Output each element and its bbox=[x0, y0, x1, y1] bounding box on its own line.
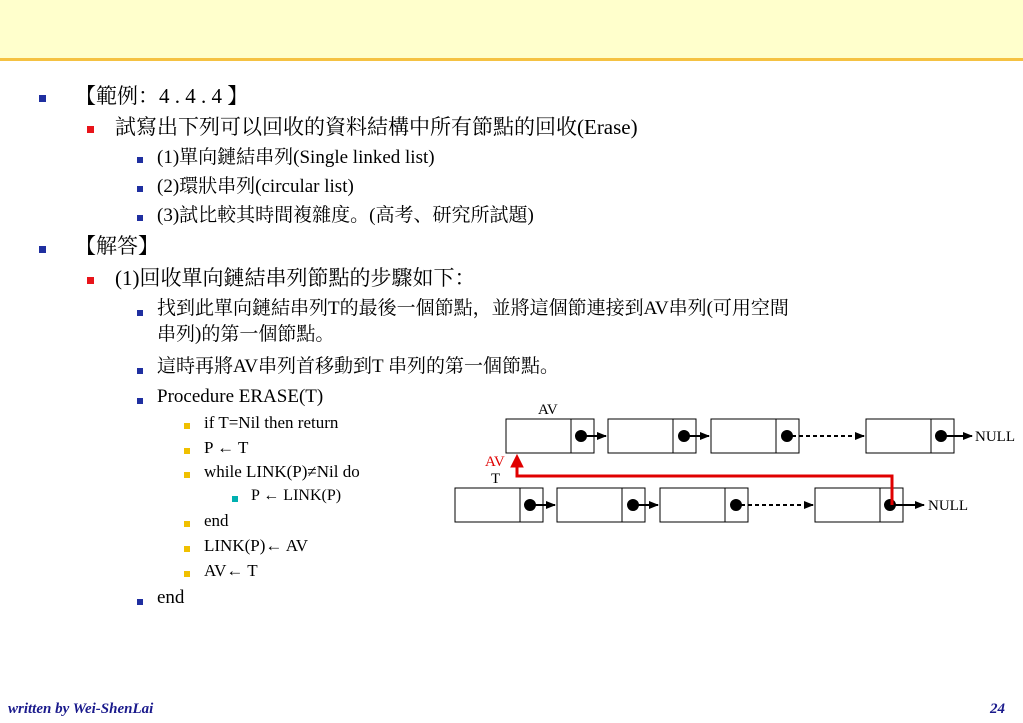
footer-author: written by Wei-ShenLai bbox=[8, 701, 154, 717]
av-list bbox=[506, 419, 954, 453]
procedure-end: end bbox=[157, 587, 185, 608]
t-node-2 bbox=[557, 488, 645, 522]
bullet bbox=[137, 310, 143, 316]
code-line-7: AV← T bbox=[204, 561, 258, 580]
t-node-1 bbox=[455, 488, 543, 522]
question-text: 試寫出下列可以回收的資料結構中所有節點的回收(Erase) bbox=[115, 115, 638, 139]
av-label: AV bbox=[538, 402, 558, 418]
sub-item-3: (3)試比較其時間複雜度。(高考、研究所試題) bbox=[157, 205, 534, 226]
procedure-heading: Procedure ERASE(T) bbox=[157, 386, 324, 407]
t-label: T bbox=[491, 471, 501, 487]
av-red-label: AV bbox=[485, 454, 505, 470]
code-line-1: if T=Nil then return bbox=[204, 413, 339, 432]
answer-intro: (1)回收單向鏈結串列節點的步驟如下： bbox=[115, 266, 476, 290]
bullet bbox=[137, 186, 143, 192]
bullet bbox=[87, 126, 94, 133]
red-arrow-head bbox=[511, 455, 523, 467]
code-line-4: P ← LINK(P) bbox=[251, 487, 342, 504]
bullet bbox=[137, 215, 143, 221]
bullet bbox=[39, 246, 46, 253]
sub-item-1: (1)單向鏈結串列(Single linked list) bbox=[157, 147, 435, 168]
bullet bbox=[39, 95, 46, 102]
bullet bbox=[184, 546, 190, 552]
null-bottom-label: NULL bbox=[928, 498, 968, 514]
code-line-5: end bbox=[204, 511, 229, 530]
code-line-6: LINK(P)← AV bbox=[204, 536, 309, 555]
t-node-4 bbox=[815, 488, 903, 522]
bullet bbox=[184, 571, 190, 577]
red-link-arrow bbox=[517, 462, 892, 505]
code-line-3: while LINK(P)≠Nil do bbox=[204, 462, 360, 481]
av-node-2 bbox=[608, 419, 696, 453]
null-top-label: NULL bbox=[975, 429, 1015, 445]
t-node-3 bbox=[660, 488, 748, 522]
t-list bbox=[455, 488, 903, 522]
av-node-3 bbox=[711, 419, 799, 453]
bullet bbox=[184, 472, 190, 478]
bullet bbox=[137, 398, 143, 404]
step-1-line-2: 串列)的第一個節點。 bbox=[157, 324, 335, 345]
code-line-2: P ← T bbox=[204, 438, 249, 457]
bullet bbox=[232, 496, 238, 502]
answer-heading: 【解答】 bbox=[75, 234, 159, 258]
page-number: 24 bbox=[990, 701, 1005, 717]
bullet bbox=[184, 423, 190, 429]
av-node-4 bbox=[866, 419, 954, 453]
example-heading: 【範例：4 . 4 . 4 】 bbox=[75, 84, 249, 108]
step-2: 這時再將AV串列首移動到T 串列的第一個節點。 bbox=[157, 356, 560, 377]
bullet bbox=[137, 368, 143, 374]
av-node-1 bbox=[506, 419, 594, 453]
step-1-line-1: 找到此單向鏈結串列T的最後一個節點，並將這個節連接到AV串列(可用空間 bbox=[157, 298, 789, 319]
sub-item-2: (2)環狀串列(circular list) bbox=[157, 176, 354, 197]
bullet bbox=[137, 157, 143, 163]
bullet bbox=[137, 599, 143, 605]
bullet bbox=[184, 521, 190, 527]
bullet bbox=[184, 448, 190, 454]
title-band bbox=[0, 0, 1023, 61]
bullet bbox=[87, 277, 94, 284]
